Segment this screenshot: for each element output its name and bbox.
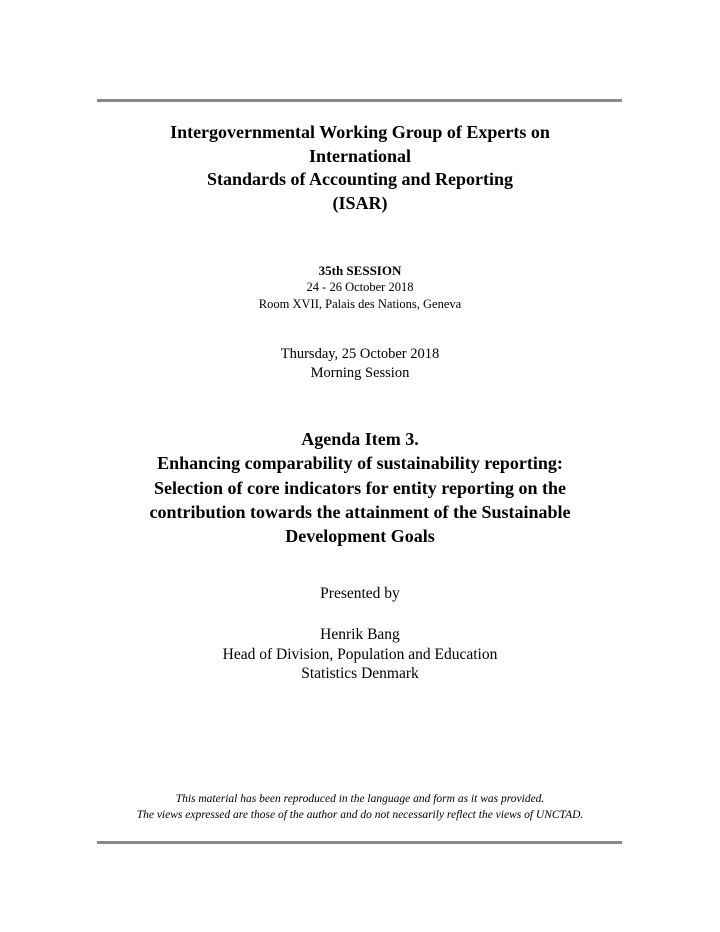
top-divider bbox=[97, 99, 622, 102]
session-venue: Room XVII, Palais des Nations, Geneva bbox=[258, 297, 462, 311]
document-title bbox=[0, 121, 720, 215]
disclaimer-line: The views expressed are those of the author and do not necessarily reflect the views of UNCTAD. bbox=[136, 808, 584, 821]
disclaimer-line: This material has been reproduced in the language and form as it was provided. bbox=[175, 793, 545, 805]
title-line: International bbox=[308, 145, 411, 166]
agenda-item bbox=[0, 427, 720, 548]
title-line: Standards of Accounting and Reporting bbox=[206, 169, 514, 189]
presenter-info bbox=[0, 625, 720, 684]
agenda-line: contribution towards the attainment of the Sustainable bbox=[149, 501, 571, 522]
title-line: Intergovernmental Working Group of Experts on bbox=[170, 122, 550, 142]
session-info bbox=[0, 262, 720, 313]
agenda-line: Selection of core indicators for entity reporting on the bbox=[154, 477, 566, 498]
agenda-heading: Agenda Item 3. bbox=[301, 429, 419, 449]
presenter-name: Henrik Bang bbox=[320, 626, 400, 643]
presenter-title: Head of Division, Population and Education bbox=[222, 645, 498, 663]
title-line: (ISAR) bbox=[332, 192, 388, 213]
agenda-line: Development Goals bbox=[285, 526, 435, 547]
presented-by-label: Presented by bbox=[320, 585, 400, 602]
schedule-info bbox=[0, 345, 720, 382]
bottom-divider bbox=[97, 841, 622, 844]
disclaimer bbox=[0, 792, 720, 823]
session-label: 35th SESSION bbox=[318, 263, 402, 278]
session-dates: 24 - 26 October 2018 bbox=[306, 280, 414, 294]
schedule-part: Morning Session bbox=[310, 364, 410, 381]
agenda-line: Enhancing comparability of sustainability reporting: bbox=[157, 453, 563, 474]
presenter-org: Statistics Denmark bbox=[301, 665, 419, 682]
schedule-day: Thursday, 25 October 2018 bbox=[280, 346, 440, 362]
presented-by bbox=[0, 584, 720, 603]
